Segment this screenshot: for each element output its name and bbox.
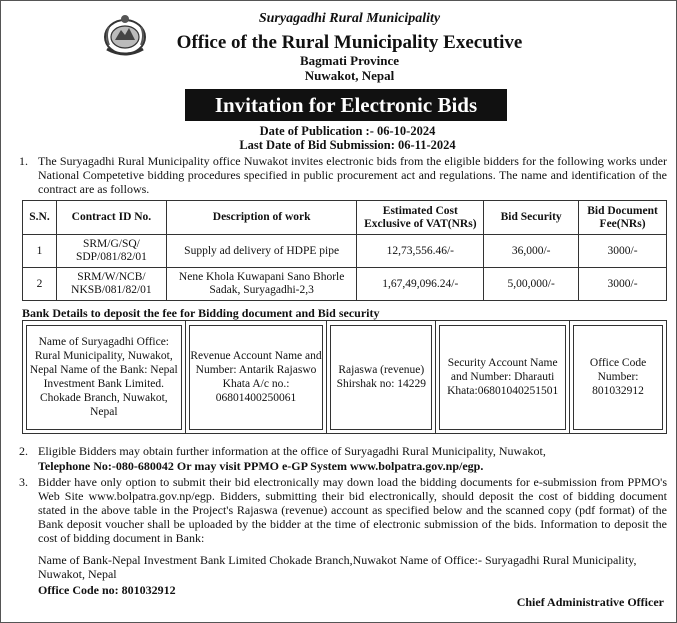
contracts-header-row: [23, 201, 667, 235]
bank-details-title: Bank Details to deposit the fee for Bidding document and Bid security: [22, 306, 380, 320]
cell-estimated-cost: 12,73,556.46/-: [357, 235, 484, 268]
table-row: [23, 268, 667, 301]
header-sn: S.N.: [23, 201, 57, 235]
location-name: Nuwakot, Nepal: [304, 68, 395, 83]
cell-estimated-cost: 1,67,49,096.24/-: [357, 268, 484, 301]
rajaswa-cell: Rajaswa (revenue) Shirshak no: 14229: [330, 325, 432, 430]
section-1-number: 1.: [19, 154, 28, 168]
office-bank-cell: Name of Suryagadhi Office: Rural Municipality, Nuwakot, Nepal Name of the Bank: Nepal Investment Bank Limited. Chokade Branch, Nuwakot, Nepal: [26, 325, 182, 430]
security-account-cell: Security Account Name and Number: Dharauti Khata:06801040251501: [439, 325, 566, 430]
cell-sn: 1: [23, 235, 57, 268]
cell-bid-security: 36,000/-: [484, 235, 579, 268]
header-document-fee: Bid Document Fee(NRs): [579, 201, 667, 235]
section-2-contact: Telephone No:-080-680042 Or may visit PPMO e-GP System www.bolpatra.gov.np/egp.: [38, 459, 484, 473]
bank-details-table: [22, 320, 667, 434]
cell-contract-id: SRM/G/SQ/ SDP/081/82/01: [56, 235, 166, 268]
office-title: Office of the Rural Municipality Executive: [176, 32, 523, 53]
table-row: [23, 235, 667, 268]
last-submission-date: Last Date of Bid Submission: 06-11-2024: [239, 138, 456, 152]
section-2-text: Eligible Bidders may obtain further information at the office of Suryagadhi Rural Municipality, Nuwakot,: [38, 444, 546, 458]
header-bid-security: Bid Security: [484, 201, 579, 235]
cell-sn: 2: [23, 268, 57, 301]
cell-document-fee: 3000/-: [579, 268, 667, 301]
header-description: Description of work: [166, 201, 357, 235]
province-name: Bagmati Province: [299, 53, 400, 68]
notice-banner: Invitation for Electronic Bids: [185, 89, 507, 121]
revenue-account-cell: Revenue Account Name and Number: Antarik Rajaswo Khata A/c no.: 06801400250061: [189, 325, 324, 430]
section-3-bank-line: Name of Bank-Nepal Investment Bank Limited Chokade Branch,Nuwakot Name of Office:- Suryagadhi Rural Municipality, Nuwakot, Nepal: [38, 553, 637, 581]
municipality-name: Suryagadhi Rural Municipality: [258, 11, 441, 26]
cell-bid-security: 5,00,000/-: [484, 268, 579, 301]
section-1-text: The Suryagadhi Rural Municipality office Nuwakot invites electronic bids from the eligible bidders for the following works under National Competetive bidding procedures specified in public procurement act and regulations. The name and identification of the contract are as follows.: [38, 154, 667, 196]
contracts-table: [22, 200, 667, 301]
cell-contract-id: SRM/W/NCB/ NKSB/081/82/01: [56, 268, 166, 301]
publication-date: Date of Publication :- 06-10-2024: [259, 124, 436, 138]
office-code-cell: Office Code Number: 801032912: [573, 325, 663, 430]
signatory-title: Chief Administrative Officer: [516, 595, 664, 609]
section-3-office-code: Office Code no: 801032912: [38, 583, 176, 597]
section-2-number: 2.: [19, 444, 28, 458]
cell-description: Supply ad delivery of HDPE pipe: [166, 235, 357, 268]
section-3-text: Bidder have only option to submit their bid electronically may down load the bidding documents for e-submission from PPMO's Web Site www.bolpatra.gov.np/egp. Bidders, submitting their bid electronically, should deposit the cost of bidding document stated in the above table in the Project's Rajaswa (revenue) account as specified below and the scanned copy (pdf format) of the Bank deposit voucher shall be uploaded by the bidder at the time of electronic submission of the bids. Information to deposit the cost of bidding document in Bank:: [38, 475, 667, 545]
header-contract-id: Contract ID No.: [56, 201, 166, 235]
section-3-number: 3.: [19, 475, 28, 489]
cell-document-fee: 3000/-: [579, 235, 667, 268]
bank-details-row: [23, 321, 667, 434]
header-estimated-cost: Estimated Cost Exclusive of VAT(NRs): [357, 201, 484, 235]
cell-description: Nene Khola Kuwapani Sano Bhorle Sadak, Suryagadhi-2,3: [166, 268, 357, 301]
